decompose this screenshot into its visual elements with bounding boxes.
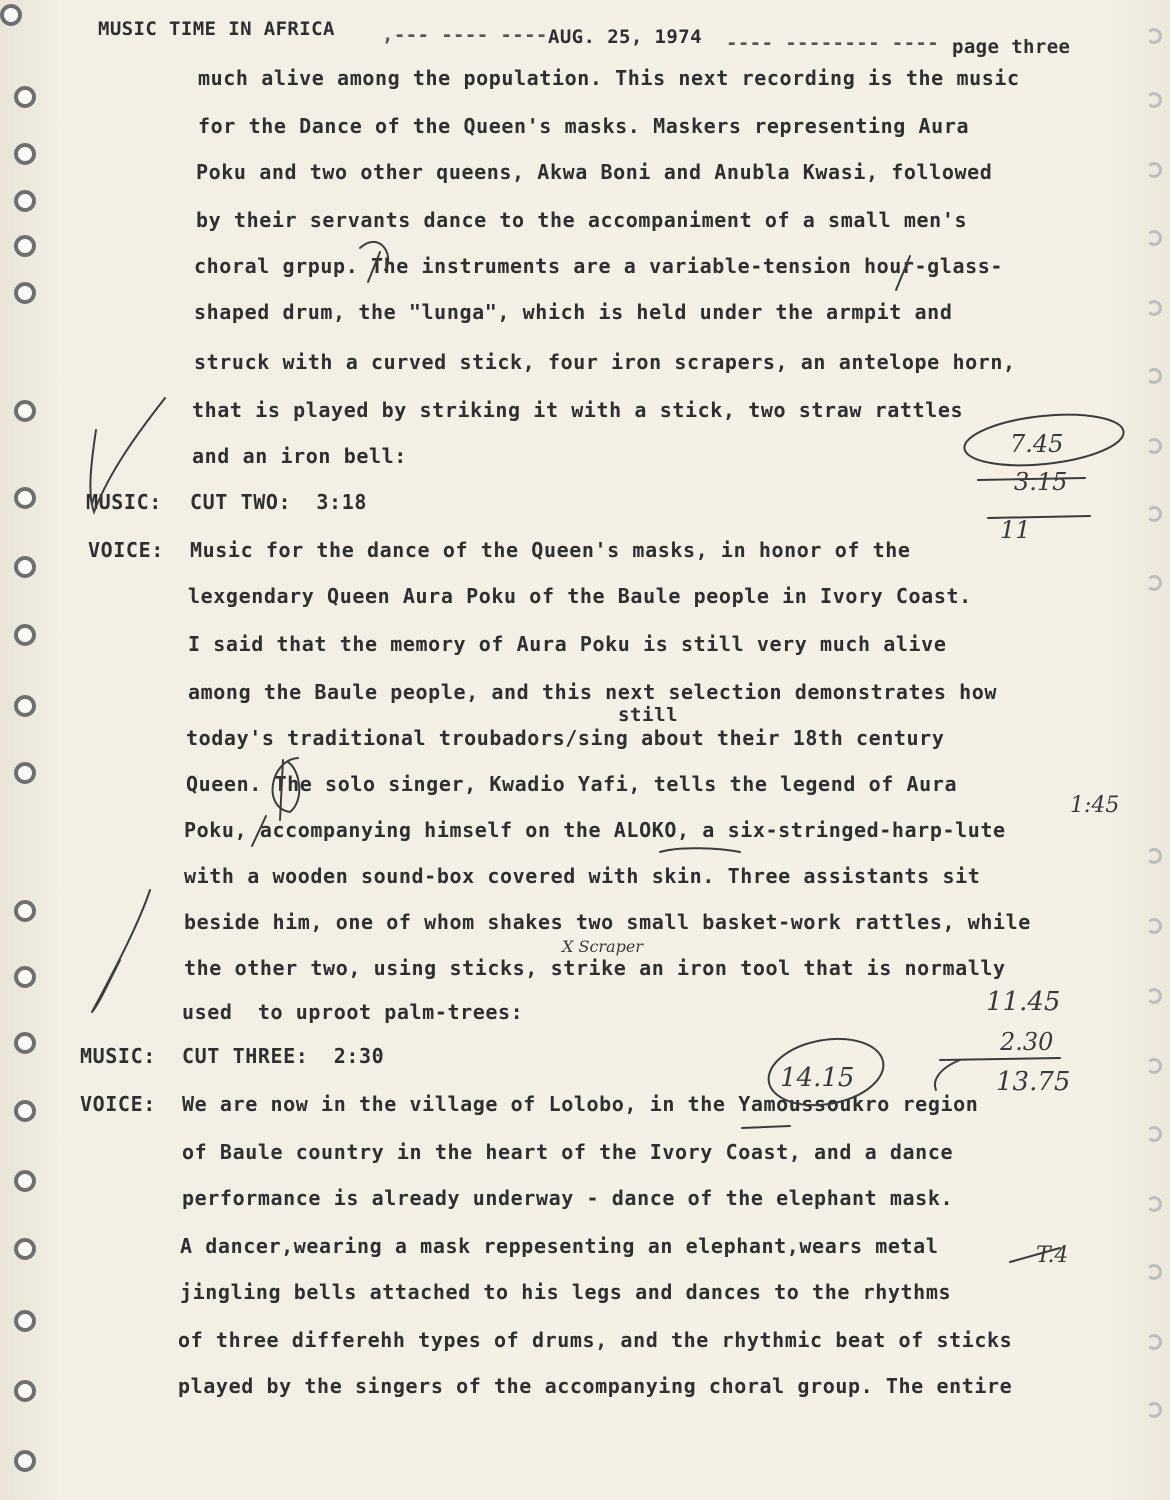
voice-label: VOICE: bbox=[80, 1092, 156, 1116]
edge-hole-icon bbox=[1146, 230, 1162, 246]
page-number: page three bbox=[952, 36, 1071, 58]
binder-hole-icon bbox=[14, 1450, 36, 1472]
text-line: the other two, using sticks, strike an iron tool that is normally bbox=[184, 956, 1006, 980]
edge-hole-icon bbox=[1146, 368, 1162, 384]
edge-hole-icon bbox=[1146, 506, 1162, 522]
binder-hole-icon bbox=[14, 1032, 36, 1054]
text-line: A dancer,wearing a mask reppesenting an elephant,wears metal bbox=[180, 1234, 939, 1258]
cue-line: CUT THREE: 2:30 bbox=[182, 1044, 385, 1068]
binder-hole-icon bbox=[14, 966, 36, 988]
edge-hole-icon bbox=[1146, 92, 1162, 108]
handwritten-note: X Scraper bbox=[562, 937, 643, 956]
text-line: of Baule country in the heart of the Ivory Coast, and a dance bbox=[182, 1140, 954, 1164]
header-date: AUG. 25, 1974 bbox=[548, 26, 702, 48]
binder-hole-icon bbox=[14, 143, 36, 165]
edge-hole-icon bbox=[1146, 1196, 1162, 1212]
edge-hole-icon bbox=[1146, 162, 1162, 178]
text-line: today's traditional troubadors/sing about their 18th century bbox=[186, 726, 945, 750]
text-line: choral grpup. The instruments are a variable-tension hour-glass- bbox=[194, 254, 1004, 278]
text-line: Poku and two other queens, Akwa Boni and Anubla Kwasi, followed bbox=[196, 160, 993, 184]
handwritten-note: 3.15 bbox=[1014, 468, 1068, 496]
binder-hole-icon bbox=[14, 1100, 36, 1122]
header-rule: ---- -------- ---- bbox=[726, 32, 940, 54]
edge-hole-icon bbox=[1146, 28, 1162, 44]
binder-hole-icon bbox=[14, 624, 36, 646]
binder-hole-icon bbox=[14, 1380, 36, 1402]
header-rule: ,--- ---- ---- bbox=[382, 24, 548, 46]
voice-label: VOICE: bbox=[88, 538, 164, 562]
edge-hole-icon bbox=[1146, 1334, 1162, 1350]
cue-line: CUT TWO: 3:18 bbox=[190, 490, 367, 514]
edge-hole-icon bbox=[1146, 300, 1162, 316]
edge-hole-icon bbox=[1146, 1402, 1162, 1418]
handwritten-note: 13.75 bbox=[996, 1067, 1071, 1097]
handwritten-note: 11.45 bbox=[986, 987, 1061, 1017]
text-line: much alive among the population. This next recording is the music bbox=[198, 66, 1020, 90]
binder-hole-icon bbox=[14, 487, 36, 509]
text-line: that is played by striking it with a stick, two straw rattles bbox=[192, 398, 964, 422]
text-line: for the Dance of the Queen's masks. Maskers representing Aura bbox=[198, 114, 970, 138]
text-line: used to uproot palm-trees: bbox=[182, 1000, 524, 1024]
binder-hole-icon bbox=[14, 282, 36, 304]
handwritten-note: 7.45 bbox=[1010, 430, 1064, 458]
text-line: by their servants dance to the accompaniment of a small men's bbox=[196, 208, 968, 232]
edge-hole-icon bbox=[1146, 1058, 1162, 1074]
edge-hole-icon bbox=[1146, 1264, 1162, 1280]
binder-hole-icon bbox=[14, 695, 36, 717]
text-line: among the Baule people, and this next selection demonstrates how bbox=[188, 680, 998, 704]
text-line: beside him, one of whom shakes two small basket-work rattles, while bbox=[184, 910, 1031, 934]
handwritten-note: 11 bbox=[1000, 516, 1031, 544]
text-line: Poku, accompanying himself on the ALOKO, a six-stringed-harp-lute bbox=[184, 818, 1006, 842]
text-line: Queen. The solo singer, Kwadio Yafi, tells the legend of Aura bbox=[186, 772, 958, 796]
edge-hole-icon bbox=[1146, 848, 1162, 864]
text-line: shaped drum, the "lunga", which is held under the armpit and bbox=[194, 300, 953, 324]
program-title: MUSIC TIME IN AFRICA bbox=[98, 18, 335, 40]
handwritten-note: 14.15 bbox=[780, 1063, 855, 1093]
binder-hole-icon bbox=[14, 1310, 36, 1332]
binder-hole-icon bbox=[14, 86, 36, 108]
binder-hole-icon bbox=[14, 235, 36, 257]
check-mark-icon bbox=[92, 890, 150, 1012]
text-line: and an iron bell: bbox=[192, 444, 407, 468]
edge-hole-icon bbox=[1146, 918, 1162, 934]
binder-hole-icon bbox=[14, 762, 36, 784]
music-label: MUSIC: bbox=[86, 490, 162, 514]
interlinear-insertion: still bbox=[618, 704, 679, 726]
text-line: I said that the memory of Aura Poku is still very much alive bbox=[188, 632, 947, 656]
binder-hole-icon bbox=[14, 400, 36, 422]
text-line: with a wooden sound-box covered with skin. Three assistants sit bbox=[184, 864, 981, 888]
handwritten-note: 1:45 bbox=[1070, 793, 1120, 818]
binder-hole-icon bbox=[14, 556, 36, 578]
text-line: played by the singers of the accompanying choral group. The entire bbox=[178, 1374, 1013, 1398]
text-line: of three differehh types of drums, and the rhythmic beat of sticks bbox=[178, 1328, 1013, 1352]
binder-hole-icon bbox=[0, 4, 22, 26]
handwritten-note: T.4 bbox=[1036, 1243, 1069, 1268]
edge-hole-icon bbox=[1146, 438, 1162, 454]
binder-hole-icon bbox=[14, 190, 36, 212]
edge-hole-icon bbox=[1146, 1126, 1162, 1142]
binder-hole-icon bbox=[14, 1170, 36, 1192]
edge-hole-icon bbox=[1146, 988, 1162, 1004]
binder-hole-icon bbox=[14, 1238, 36, 1260]
music-label: MUSIC: bbox=[80, 1044, 156, 1068]
text-line: struck with a curved stick, four iron scrapers, an antelope horn, bbox=[194, 350, 1016, 374]
text-line: jingling bells attached to his legs and dances to the rhythms bbox=[180, 1280, 952, 1304]
handwritten-note: 2.30 bbox=[1000, 1028, 1054, 1056]
text-line: lexgendary Queen Aura Poku of the Baule people in Ivory Coast. bbox=[188, 584, 972, 608]
text-line: Music for the dance of the Queen's masks, in honor of the bbox=[190, 538, 911, 562]
text-line: performance is already underway - dance of the elephant mask. bbox=[182, 1186, 954, 1210]
text-line: We are now in the village of Lolobo, in the Yamoussoukro region bbox=[182, 1092, 979, 1116]
edge-hole-icon bbox=[1146, 575, 1162, 591]
binder-hole-icon bbox=[14, 900, 36, 922]
